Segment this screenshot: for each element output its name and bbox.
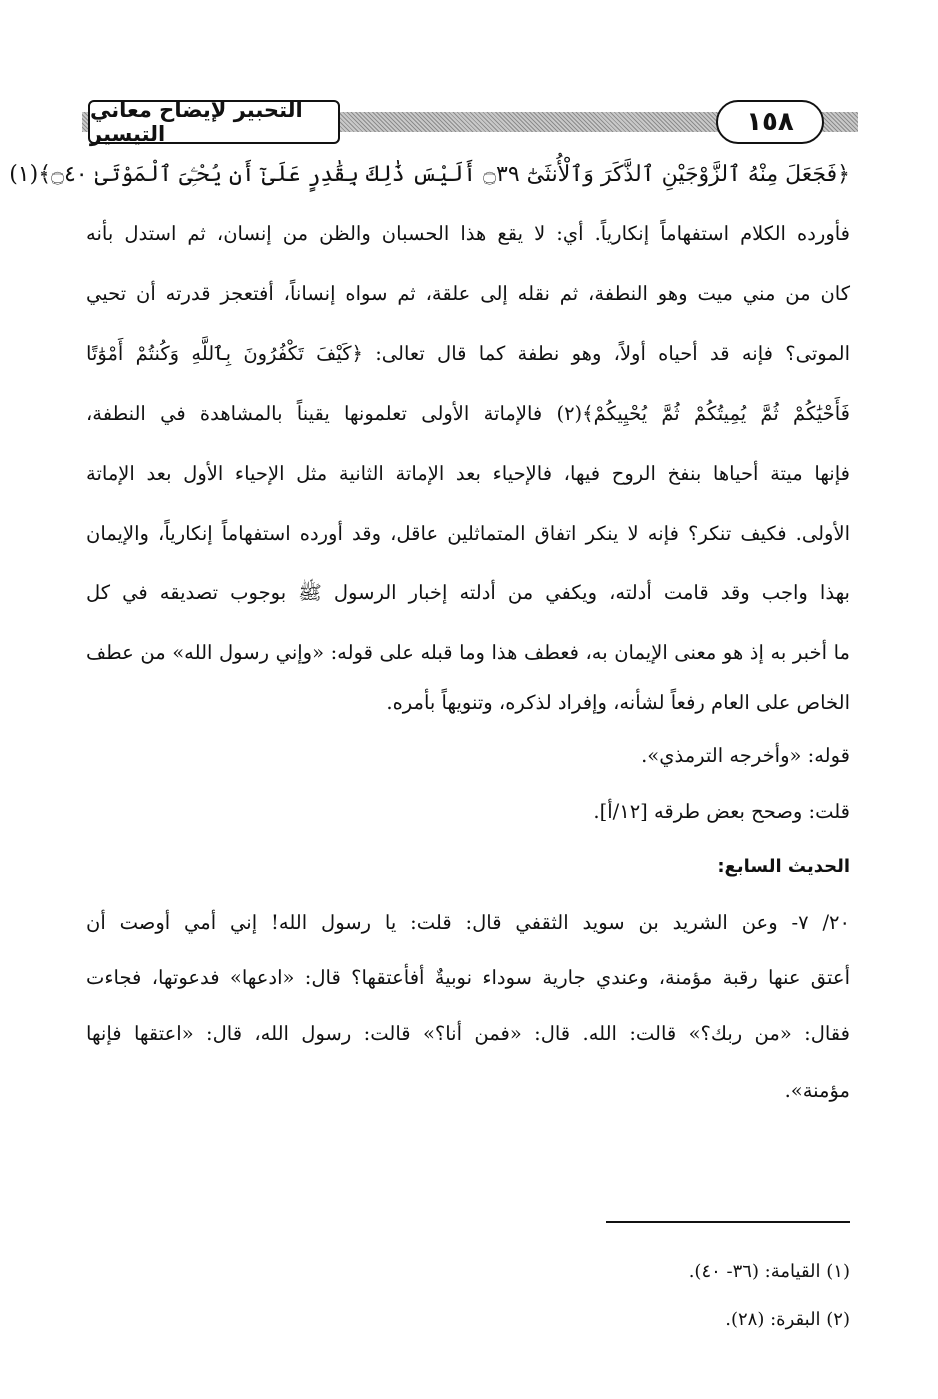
footnote: (٢) البقرة: (٢٨).: [725, 1309, 850, 1330]
text-line: فأورده الكلام استفهاماً إنكارياً. أي: لا يقع هذا الحسبان والظن من إنسان، ثم استدل بأنه: [86, 222, 850, 245]
footnote-separator: [606, 1221, 850, 1223]
section-heading: الحديث السابع:: [717, 856, 850, 877]
text-line: ما أخبر به إذ هو معنى الإيمان به، فعطف هذا وما قبله على قوله: «وإني رسول الله» من عطف: [86, 641, 850, 664]
running-header: [82, 98, 858, 144]
text-line: فَأَحْيَٰكُمْ ثُمَّ يُمِيتُكُمْ ثُمَّ يُحْيِيكُمْ﴾(٢) فالإماتة الأولى تعلمونها يقيناً بالمشاهدة في النطفة،: [86, 402, 850, 425]
text-line: كان من مني ميت وهو النطفة، ثم نقله إلى علقة، ثم سواه إنساناً، أفتعجز قدرته أن تحيي: [86, 282, 850, 305]
text-line: الأولى. فكيف تنكر؟ فإنه لا ينكر اتفاق المتماثلين عاقل، وقد أورده استفهاماً إنكارياً، والإيمان: [86, 522, 850, 545]
text-line: مؤمنة».: [784, 1079, 850, 1102]
page-number: ١٥٨: [716, 100, 824, 144]
text-line: ٢٠/ ٧- وعن الشريد بن سويد الثقفي قال: قلت: يا رسول الله! إني أمي أوصت أن: [86, 911, 850, 934]
footnote: (١) القيامة: (٣٦- ٤٠).: [688, 1261, 850, 1282]
text-line: قلت: وصحح بعض طرقه [١٢/أ].: [593, 800, 850, 823]
quran-verse-line: ﴿فَجَعَلَ مِنْهُ ٱلزَّوْجَيْنِ ٱلذَّكَرَ وَٱلْأُنثَىٰٓ ۝٣٩ أَلَيْسَ ذَٰلِكَ بِقَٰدِرٍ عَلَىٰٓ أَن يُحْـِۧىَ ٱلْمَوْتَىٰ ۝٤٠﴾(١): [9, 162, 850, 187]
text-line: فقال: «من ربك؟» قالت: الله. قال: «فمن أنا؟» قالت: رسول الله، قال: «اعتقها فإنها: [86, 1022, 850, 1045]
text-line: الموتى؟ فإنه قد أحياه أولاً، وهو نطفة كما قال تعالى: ﴿كَيْفَ تَكْفُرُونَ بِٱللَّهِ وَكُنتُمْ أَمْوَٰتًا: [86, 342, 850, 365]
book-title: التحبير لإيضاح معاني التيسير: [88, 100, 340, 144]
text-line: قوله: «وأخرجه الترمذي».: [641, 744, 850, 767]
text-line: الخاص على العام رفعاً لشأنه، وإفراد لذكره، وتنويهاً بأمره.: [386, 691, 850, 714]
text-line: بهذا واجب وقد قامت أدلته، ويكفي من أدلته إخبار الرسول ﷺ بوجوب تصديقه في كل: [86, 581, 850, 604]
text-line: فإنها ميتة أحياها بنفخ الروح فيها، فالإحياء بعد الإماتة الثانية مثل الإحياء الأول بعد الإماتة: [86, 462, 850, 485]
text-line: أعتق عنها رقبة مؤمنة، وعندي جارية سوداء نوبيةٌ أفأعتقها؟ قال: «ادعها» فدعوتها، فجاءت: [86, 966, 850, 989]
